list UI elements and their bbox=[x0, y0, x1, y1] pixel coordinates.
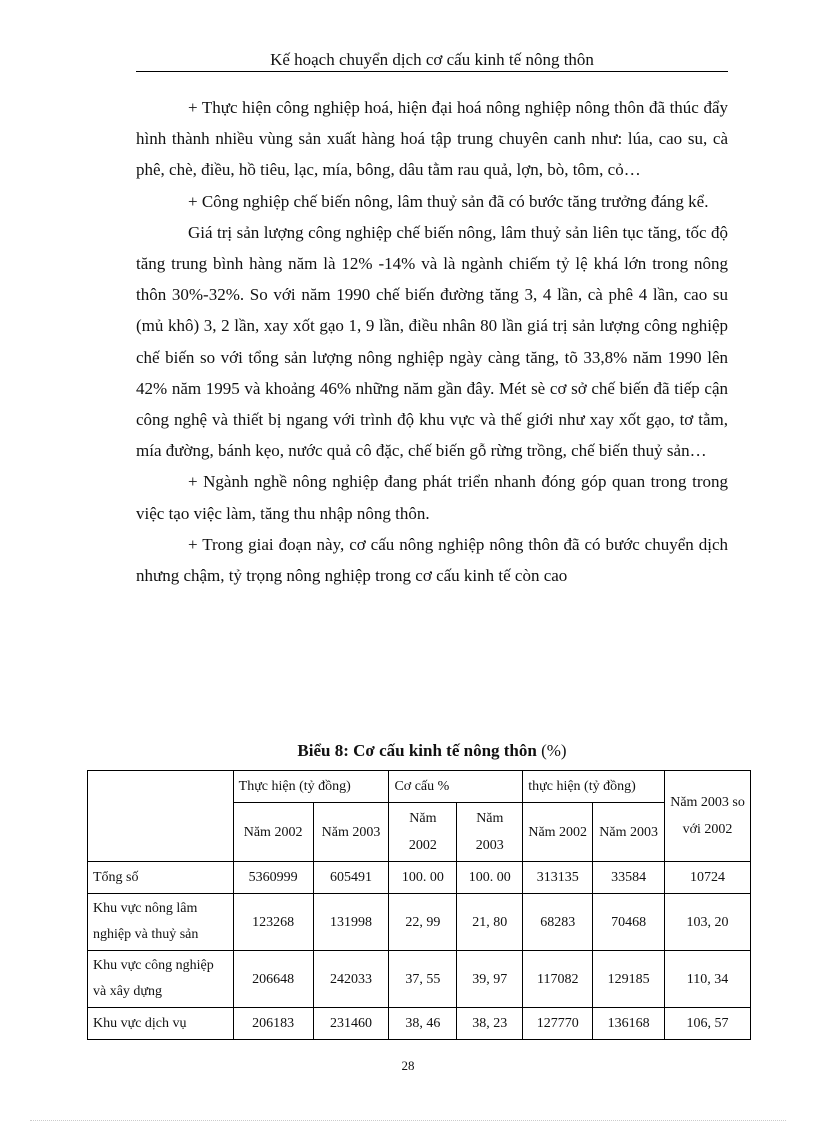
header-rule bbox=[136, 71, 728, 72]
table-corner-cell bbox=[88, 771, 234, 862]
table-cell: 5360999 bbox=[233, 862, 313, 894]
table-cell: 21, 80 bbox=[457, 894, 523, 951]
body-text bbox=[136, 92, 728, 591]
table-cell: 68283 bbox=[523, 894, 593, 951]
header-structure: Cơ cấu % bbox=[389, 771, 523, 803]
table-row bbox=[88, 862, 751, 894]
header-actual-2: thực hiện (tỷ đồng) bbox=[523, 771, 665, 803]
year-header: Năm 2003 bbox=[593, 803, 665, 862]
table-cell: 136168 bbox=[593, 1008, 665, 1040]
table-cell: 313135 bbox=[523, 862, 593, 894]
economic-structure-table bbox=[87, 770, 751, 1040]
table-cell: 10724 bbox=[665, 862, 751, 894]
page-header-title: Kế hoạch chuyển dịch cơ cấu kinh tế nông thôn bbox=[270, 50, 594, 69]
paragraph-4: + Ngành nghề nông nghiệp đang phát triển nhanh đóng góp quan trong trong việc tạo việc làm, tăng thu nhập nông thôn. bbox=[136, 472, 728, 523]
table-cell: 110, 34 bbox=[665, 951, 751, 1008]
page-number: 28 bbox=[401, 1058, 415, 1073]
year-header: Năm 2002 bbox=[389, 803, 457, 862]
table-caption-unit: (%) bbox=[541, 741, 567, 760]
footer-divider bbox=[30, 1120, 786, 1121]
table-row bbox=[88, 1008, 751, 1040]
table-cell: 106, 57 bbox=[665, 1008, 751, 1040]
table-cell: 231460 bbox=[313, 1008, 389, 1040]
table-row bbox=[88, 951, 751, 1008]
table-cell: 206183 bbox=[233, 1008, 313, 1040]
year-header: Năm 2003 bbox=[313, 803, 389, 862]
table-cell: 242033 bbox=[313, 951, 389, 1008]
table-caption bbox=[136, 741, 728, 761]
table-cell: 127770 bbox=[523, 1008, 593, 1040]
table-header-row-1 bbox=[88, 771, 751, 803]
table-cell: 37, 55 bbox=[389, 951, 457, 1008]
table-cell: 22, 99 bbox=[389, 894, 457, 951]
row-label: Tổng số bbox=[88, 862, 234, 894]
table-cell: 39, 97 bbox=[457, 951, 523, 1008]
table-row bbox=[88, 894, 751, 951]
table-cell: 117082 bbox=[523, 951, 593, 1008]
table-cell: 605491 bbox=[313, 862, 389, 894]
table-cell: 33584 bbox=[593, 862, 665, 894]
year-header: Năm 2002 bbox=[233, 803, 313, 862]
paragraph-1: + Thực hiện công nghiệp hoá, hiện đại hoá nông nghiệp nông thôn đã thúc đẩy hình thành nhiều vùng sản xuất hàng hoá tập trung chuyên canh như: lúa, cao su, cà phê, chè, điều, hồ tiêu, lạc, mía, bông, dâu tằm rau quả, lợn, bò, tôm, cỏ… bbox=[136, 98, 728, 180]
table-caption-title: Biểu 8: Cơ cấu kinh tế nông thôn bbox=[297, 741, 537, 760]
paragraph-3: Giá trị sản lượng công nghiệp chế biến nông, lâm thuỷ sản liên tục tăng, tốc độ tăng trung bình hàng năm là 12% -14% và là ngành chiếm tỷ lệ khá lớn trong nông thôn 30%-32%. So với năm 1990 chế biến đường tăng 3, 4 lần, cà phê 4 lần, cao su (mủ khô) 3, 2 lần, xay xốt gạo 1, 9 lần, điều nhân 80 lần giá trị sản lượng công nghiệp chế biến so với tổng sản lượng nông nghiệp ngày càng tăng, tõ 33,8% năm 1990 lên 42% năm 1995 và khoảng 46% những năm gần đây. Mét sè cơ sở chế biến đã tiếp cận công nghệ và thiết bị ngang với trình độ khu vực và thế giới như xay xốt gạo, tơ tằm, mía đường, bánh kẹo, nước quả cô đặc, chế biến gỗ rừng trồng, chế biến thuỷ sản… bbox=[136, 222, 728, 461]
table-cell: 131998 bbox=[313, 894, 389, 951]
header-actual-1: Thực hiện (tỷ đồng) bbox=[233, 771, 389, 803]
table-cell: 123268 bbox=[233, 894, 313, 951]
table-cell: 103, 20 bbox=[665, 894, 751, 951]
year-header: Năm 2003 bbox=[457, 803, 523, 862]
table-cell: 100. 00 bbox=[389, 862, 457, 894]
paragraph-5: + Trong giai đoạn này, cơ cấu nông nghiệp nông thôn đã có bước chuyển dịch nhưng chậm, tỷ trọng nông nghiệp trong cơ cấu kinh tế còn cao bbox=[136, 534, 728, 586]
table-cell: 206648 bbox=[233, 951, 313, 1008]
year-header: Năm 2002 bbox=[523, 803, 593, 862]
row-label: Khu vực công nghiệp và xây dựng bbox=[88, 951, 234, 1008]
table-cell: 38, 23 bbox=[457, 1008, 523, 1040]
row-label: Khu vực dịch vụ bbox=[88, 1008, 234, 1040]
row-label: Khu vực nông lâm nghiệp và thuỷ sản bbox=[88, 894, 234, 951]
header-comparison: Năm 2003 so với 2002 bbox=[665, 771, 751, 862]
table-cell: 70468 bbox=[593, 894, 665, 951]
table-cell: 129185 bbox=[593, 951, 665, 1008]
table-cell: 38, 46 bbox=[389, 1008, 457, 1040]
paragraph-2: + Công nghiệp chế biến nông, lâm thuỷ sản đã có bước tăng trưởng đáng kể. bbox=[188, 191, 709, 211]
table-cell: 100. 00 bbox=[457, 862, 523, 894]
